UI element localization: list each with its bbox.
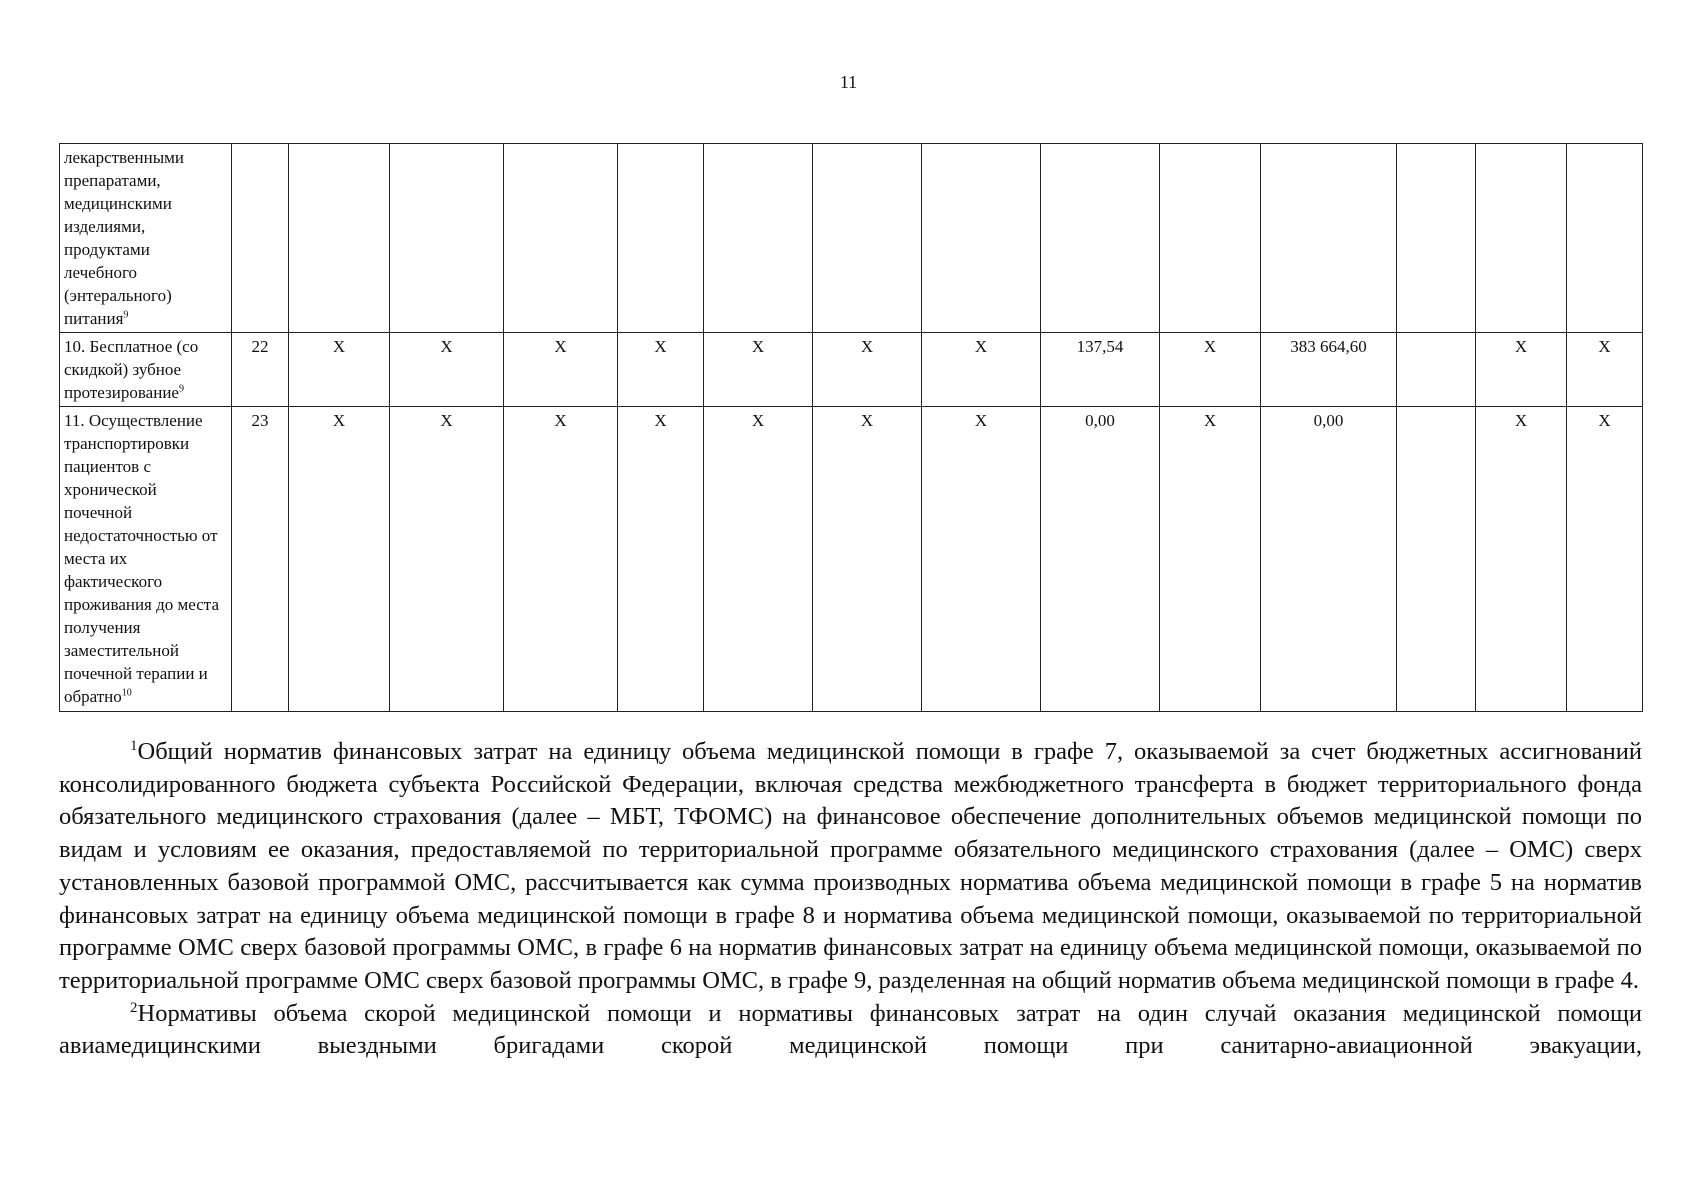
footnote-2 <box>59 998 1642 1063</box>
table-cell: Х <box>1476 333 1567 407</box>
footnote-ref: 10 <box>121 687 132 699</box>
table-cell: Х <box>813 407 922 712</box>
table-cell <box>1261 144 1397 333</box>
table-cell: Х <box>704 407 813 712</box>
table-cell: Х <box>618 407 704 712</box>
table-cell <box>1397 144 1476 333</box>
footnotes <box>59 736 1642 1063</box>
table-cell: Х <box>390 333 504 407</box>
table-cell <box>813 144 922 333</box>
row-name-cell <box>60 407 232 712</box>
footnote-marker: 1 <box>130 737 138 754</box>
table-cell: Х <box>504 407 618 712</box>
financing-table <box>59 143 1643 712</box>
table-cell: 0,00 <box>1261 407 1397 712</box>
row-name: лекарственными препаратами, медицинскими изделиями, продуктами лечебного (энтерального) питания <box>64 148 184 328</box>
table-cell: Х <box>1160 407 1261 712</box>
table-cell: 383 664,60 <box>1261 333 1397 407</box>
table-cell <box>504 144 618 333</box>
footnote-text: Общий норматив финансовых затрат на единицу объема медицинской помощи в графе 7, оказываемой за счет бюджетных ассигнований консолидированного бюджета субъекта Российской Федерации, включая средства межбюджетного трансферта в бюджет территориального фонда обязательного медицинского страхования (далее – МБТ, ТФОМС) на финансовое обеспечение дополнительных объемов медицинской помощи по видам и условиям ее оказания, предоставляемой по территориальной программе обязательного медицинского страхования (далее – ОМС) сверх установленных базовой программой ОМС, рассчитывается как сумма производных норматива объема медицинской помощи в графе 5 на норматив финансовых затрат на единицу объема медицинской помощи в графе 8 и норматива объема медицинской помощи, оказываемой по территориальной программе ОМС сверх базовой программы ОМС, в графе 6 на норматив финансовых затрат на единицу объема медицинской помощи, оказываемой по территориальной программе ОМС сверх базовой программы ОМС, в графе 9, разделенная на общий норматив объема медицинской помощи в графе 4. <box>59 738 1642 994</box>
table-row <box>60 144 1643 333</box>
table-cell <box>1397 333 1476 407</box>
table-cell: Х <box>1476 407 1567 712</box>
table-cell: Х <box>390 407 504 712</box>
table-cell <box>390 144 504 333</box>
table-cell: 22 <box>232 333 289 407</box>
table-cell: 0,00 <box>1041 407 1160 712</box>
table-cell <box>289 144 390 333</box>
row-name: 10. Бесплатное (со скидкой) зубное протезирование <box>64 337 199 402</box>
table-cell: Х <box>1567 407 1643 712</box>
table-row <box>60 407 1643 712</box>
table-cell <box>1160 144 1261 333</box>
table-cell <box>618 144 704 333</box>
row-name-cell <box>60 333 232 407</box>
footnote-1 <box>59 736 1642 998</box>
table-row <box>60 333 1643 407</box>
table-cell: Х <box>1160 333 1261 407</box>
table-cell <box>1397 407 1476 712</box>
page-number: 11 <box>839 72 858 92</box>
table-cell: 23 <box>232 407 289 712</box>
table-cell <box>1476 144 1567 333</box>
table-cell <box>704 144 813 333</box>
table-cell: Х <box>504 333 618 407</box>
table-cell <box>232 144 289 333</box>
table-cell: Х <box>813 333 922 407</box>
table-cell: 137,54 <box>1041 333 1160 407</box>
footnote-text: Нормативы объема скорой медицинской помощи и нормативы финансовых затрат на один случай оказания медицинской помощи авиамедицинскими выездными бригадами скорой медицинской помощи при санитарно-авиационной эвакуации, <box>59 999 1642 1060</box>
footnote-ref: 9 <box>178 383 184 395</box>
table-cell: Х <box>1567 333 1643 407</box>
table-cell: Х <box>289 407 390 712</box>
table-cell: Х <box>618 333 704 407</box>
footnote-marker: 2 <box>130 999 138 1016</box>
table-cell: Х <box>289 333 390 407</box>
row-name: 11. Осуществление транспортировки пациентов с хронической почечной недостаточностью от места их фактического проживания до места получения заместительной почечной терапии и обратно <box>64 411 219 706</box>
footnote-ref: 9 <box>123 309 129 321</box>
row-name-cell <box>60 144 232 333</box>
table-cell <box>922 144 1041 333</box>
table-cell <box>1567 144 1643 333</box>
table-cell <box>1041 144 1160 333</box>
table-cell: Х <box>704 333 813 407</box>
table-cell: Х <box>922 333 1041 407</box>
table-cell: Х <box>922 407 1041 712</box>
